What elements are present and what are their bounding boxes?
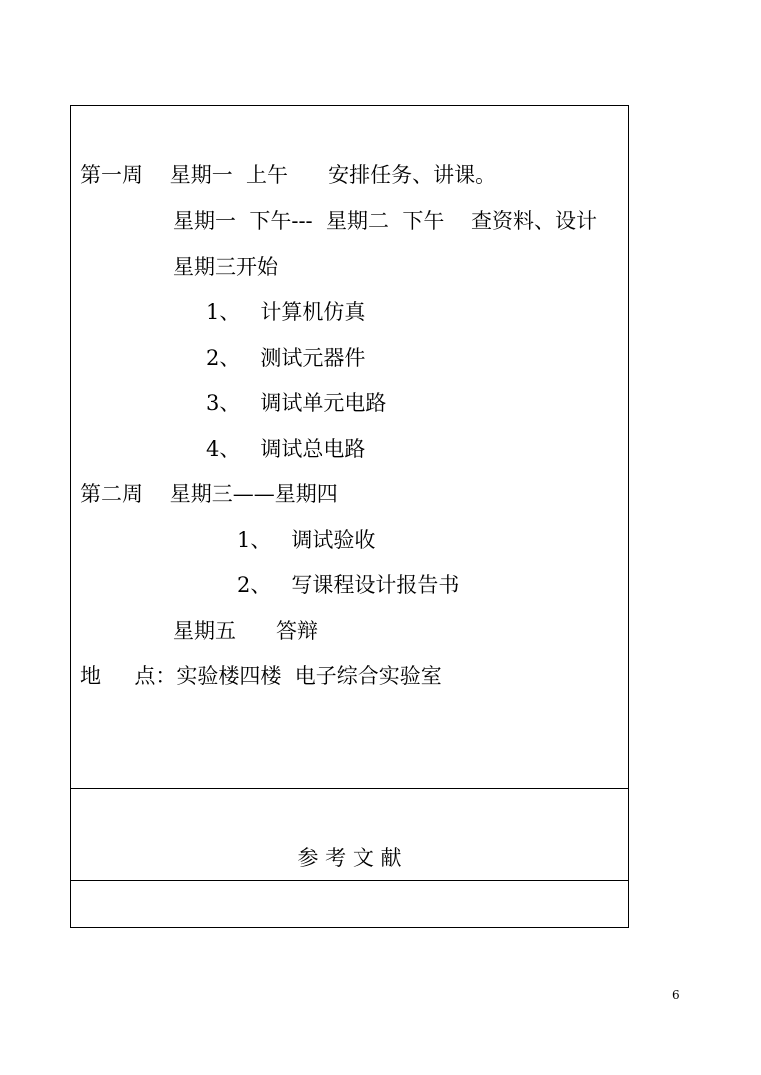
page-number: 6 (672, 988, 680, 1002)
schedule-line-item-4: 4、 调试总电路 (206, 437, 366, 461)
schedule-line-item-3: 3、 调试单元电路 (206, 391, 387, 415)
schedule-line-week2-item-2: 2、 写课程设计报告书 (237, 573, 460, 597)
schedule-line-week1: 第一周 星期一 上午 安排任务、讲课。 (80, 163, 497, 187)
schedule-line-item-2: 2、 测试元器件 (206, 346, 366, 370)
references-title-cell (70, 788, 629, 881)
schedule-cell (70, 105, 629, 789)
schedule-line-research: 星期一 下午--- 星期二 下午 查资料、设计 (173, 209, 598, 233)
schedule-line-location: 地 点：实验楼四楼 电子综合实验室 (80, 664, 442, 688)
schedule-line-week2-item-1: 1、 调试验收 (237, 528, 376, 552)
schedule-line-week2: 第二周 星期三——星期四 (80, 482, 338, 506)
schedule-line-start: 星期三开始 (173, 255, 278, 279)
references-body-cell (70, 880, 629, 928)
references-title: 参 考 文 献 (297, 846, 402, 870)
schedule-line-defense: 星期五 答辩 (173, 619, 319, 643)
schedule-line-item-1: 1、 计算机仿真 (206, 300, 366, 324)
